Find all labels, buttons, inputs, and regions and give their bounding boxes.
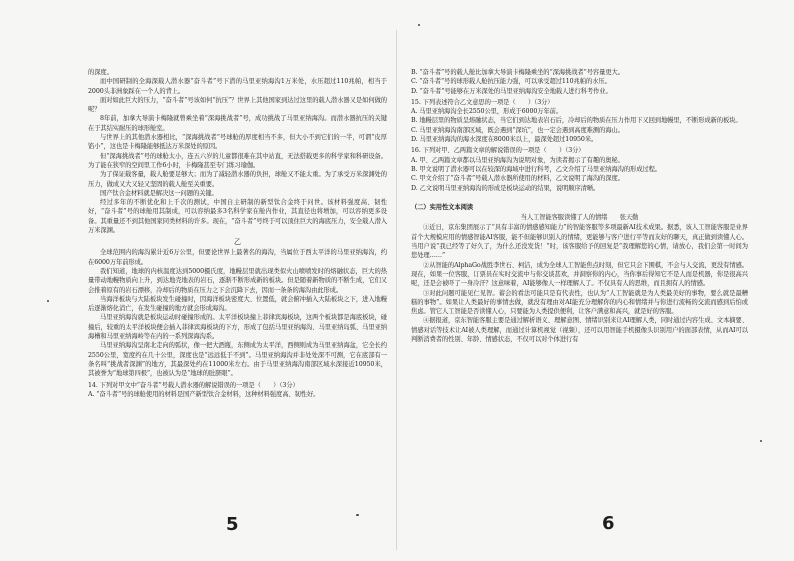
scan-speck xyxy=(47,300,49,302)
left-paragraph: 的深度。 xyxy=(88,69,113,76)
left-paragraph: 与世界上的其他潜水器相比，“深海挑战者”号球舱的厚度相当不多，但大小不到它们的一半，可谓“皮厚馅小”，这也是卡梅隆能够抵达万米深处的原因。 xyxy=(88,134,387,151)
left-paragraph: 8年前，加拿大导演卡梅隆就曾乘坐着“深海挑战者”号，成功挑战了马里亚纳海沟。而潜水器抗压的关键在于其结实耐压的球形舱室。 xyxy=(88,115,387,132)
question-14-option-b: B. “奋斗者”号的载人舱比加拿大导演卡梅隆乘坐的“深海挑战者”号容量更大。 xyxy=(411,69,624,76)
question-16-option-b: B. 甲文说明了潜水器可以在较深的海域中进行科考，乙文介绍了马里亚纳海沟的形成过程。 xyxy=(411,165,662,173)
question-16-option-a: A. 甲、乙两篇文章都以马里亚纳海沟为说明对象，为读者揭示了有趣的奥秘。 xyxy=(411,156,624,164)
scan-speck xyxy=(760,440,762,442)
scan-speck xyxy=(356,514,359,516)
left-paragraph: 当海洋板块与大陆板块发生碰撞时，因海洋板块密度大、位置低，就会俯冲插入大陆板块之下，进入地幔后逐渐熔化消亡，在发生碰撞的地方就会形成海沟。 xyxy=(88,295,387,313)
question-15-stem: 15. 下列表述符合乙文意思的一项是（ ）（3分） xyxy=(411,98,554,106)
left-paragraph: 面对如此巨大的压力，“奋斗者”号该如何“抗压”？世界上其他国家到达过这里的载人潜水器又是如何做的呢？ xyxy=(88,96,387,114)
article-paragraph: ④据报道，京东智能客服主要是通过解析语义、理解意图、情绪识别来让AI理解人类，同时通过内容生成、文本摘要、情感对话等技术让AI被人类理解，而通过计算机视觉（视频），还可以用智能手机摄像头识别用户的面部表情，从而AI可以判断消费者的性别、年龄、情感状态，不仅可以对个体进行有 xyxy=(411,317,748,344)
article-paragraph: ①近日，京东集团展示了“具有丰富的情感感知能力”的智能客服等多项最新AI技术成果。据悉，该人工智能客服是业界首个大规模应用的情感智能AI客服，能不但能够识别人的情绪，更能够与客户进行平等而友好的聊天，真正做到读懂人心。当用户说“我已经等了好久了，为什么还没发货！”时，该客服给予的回复是“我理解您的心情，请放心，我们会第一时间为您处理……” xyxy=(411,224,748,260)
question-14-option-d: D. “奋斗者”号能够在万米深处的马里亚纳海沟安全地载人进行科考作业。 xyxy=(411,87,612,95)
article-paragraph: ③对此问题可能见仁见智。蓄会的看法可能只是有代表性，也认为“人工智能就是为人类最美好的事物，要么就是最糟糕的事物”。如果让人类最好的事情去做，就没有理由对AI能充分理解你的内心和情绪并与你进行流畅的交流而感到后怕或焦虑。管它人工智能是否读懂人心，只要能为人类提供便利，让客户满意和高兴，就是好的客服。 xyxy=(411,289,748,316)
section-title: （二）实用性文本阅读 xyxy=(411,203,473,211)
question-15-option-c: C. 马里亚纳海沟南部区域，既会遇到“深坑”，也一定会遇到高度难测的海山。 xyxy=(411,126,624,134)
section-mark-yi: 乙 xyxy=(234,238,241,247)
question-14-stem: 14. 下列对甲文中“奋斗者”号载人潜水器的解说错误的一项是（ ）（3分） xyxy=(88,381,299,389)
page-number-left: 5 xyxy=(226,514,239,535)
question-15-option-b: B. 地幔层里的物质呈熔融状态，当它们到达地表岩石后，冷却后的物质在压力作用下又回到地幔里，不断形成新的板块。 xyxy=(411,117,742,125)
article-paragraph: ②从智能的AlphaGo战胜李世石、柯洁，成为全球人工智能焦点时刻，但它只会下围棋，不会与人交流，更没有情感。现在，如果一位客服，订票员在实时交流中与你交谈甚欢，并洞察你的内心，当你事后得知它不是人而是机器，你是很高兴呢，还是会被吓了一身冷汗？这意味着，AI能够像人一样理解人了。不仅具有人的思维，而且拥有人的情感。 xyxy=(411,261,748,288)
right-page xyxy=(397,0,794,561)
question-14-option-a: A. “奋斗者”号的球舱使用的材料是国产新型钛合金材料，这种材料强度高、韧性好。 xyxy=(88,390,320,398)
page-number-right: 6 xyxy=(602,513,615,534)
left-paragraph: 我们知道，地球的内核温度达到5000摄氏度，地幔层里就出现类似火山喷喷发时的熔融状态，巨大的热量带动地幔物质向上升，到达地壳地表的岩石，逐渐不断形成新的板块。但是随着新物质的不断生成，它们又会推着原有的岩石漂移，冷却后的物质在压力之下会沉降下去，因而一条条的海沟由此形成。 xyxy=(88,267,387,294)
left-paragraph: 马里亚纳海沟呈南北走向的弧状，像一把大酒瓶，东侧成为太平洋，西侧则成为马里亚纳海盆，它全长约2550公里，宽度约在几十公里，深度也是“远远低于不到”。马里亚纳海沟并非处处深不可测，它在底部有一条名叫“挑战者深渊”的地方，其最深处约在11000米左右。由于马里亚纳海沟南部区域水深接近10950米，其被誉为“地球第四极”，也被认为是“地球的肚脐眼”。 xyxy=(88,342,387,378)
question-15-option-d: D. 马里亚纳海沟的海水深度在8000米以上，最深处超过10950米。 xyxy=(411,136,598,144)
left-paragraph: 但“深海挑战者”号的球舱太小，连五六岁的儿童都很难在其中站直，无法搭载更多的科学家和科研设备。为了能在狭窄的空间里工作6小时，卡梅隆甚至专门练习瑜伽。 xyxy=(88,152,387,169)
question-16-option-c: C. 甲文介绍了“奋斗者”号载人潜水器所使用的材料，乙文说明了海沟的深度。 xyxy=(411,175,624,183)
left-paragraph: 国产钛合金材料就是解决这一问题的关键。 xyxy=(100,189,218,197)
question-14-option-c: C. “奋斗者”号的球形载人舱抗压能力强，可以承受超过110兆帕的水压。 xyxy=(411,78,611,86)
question-16-option-d: D. 乙文说明马里亚纳海沟的形成是板块运动的结果，说明顺序清晰。 xyxy=(411,184,600,192)
left-paragraph: 而中国研制的全海深载人潜水器“奋斗者”号下潜的马里亚纳海沟1万米处，水压超过110兆帕，相当于2000头非洲象踩在一个人的背上。 xyxy=(88,78,387,95)
left-paragraph: 全球范围内的海沟累计近6万公里，但要论世界上最著名的海沟，当属位于西太平洋的马里亚纳海沟，约在6000万年前形成。 xyxy=(88,249,387,266)
left-paragraph: 马里亚纳海沟就是板块运动时碰撞形成的。太平洋板块撞上菲律宾海板块，这两个板块都是海底板块，碰撞后，较重的太平洋板块便会插入菲律宾海板块的下方，形成了包括马里亚纳海沟、马里亚纳岛弧、马里亚纳海槽和马里亚纳海岭等在内的一系列深海沟系。 xyxy=(88,314,387,341)
question-16-stem: 16. 下列对甲、乙两篇文章的解说错误的一项是（ ）（3分） xyxy=(411,147,585,155)
question-15-option-a: A. 马里亚纳海沟全长2550公里，形成于6000万年前。 xyxy=(411,108,563,116)
scan-speck xyxy=(418,24,420,26)
article-title: 当人工智能客服读懂了人的情绪 张天勤 xyxy=(520,214,639,222)
left-paragraph: 经过多年的不断优化和上千次的测试，中国自主研制的新型钛合金终于问世。该材料强度高、韧性好，“奋斗者”号的球舱用其制成，可以容纳最多3名科学家在舱内作业，其直径也将增加，可以容纳更多设备。其重量还不到其他国家同类材料的许多。现在，“奋斗者”号终于可以顶住巨大的海底压力，安全载人潜入万米深渊。 xyxy=(88,199,387,235)
left-paragraph: 为了保证载客量，载人舱要足够大；而为了减轻潜水器的负担，球舱又不能太重。为了承受万米深渊处的压力，做成又大又轻又坚固的载人舱至关重要。 xyxy=(88,171,387,188)
